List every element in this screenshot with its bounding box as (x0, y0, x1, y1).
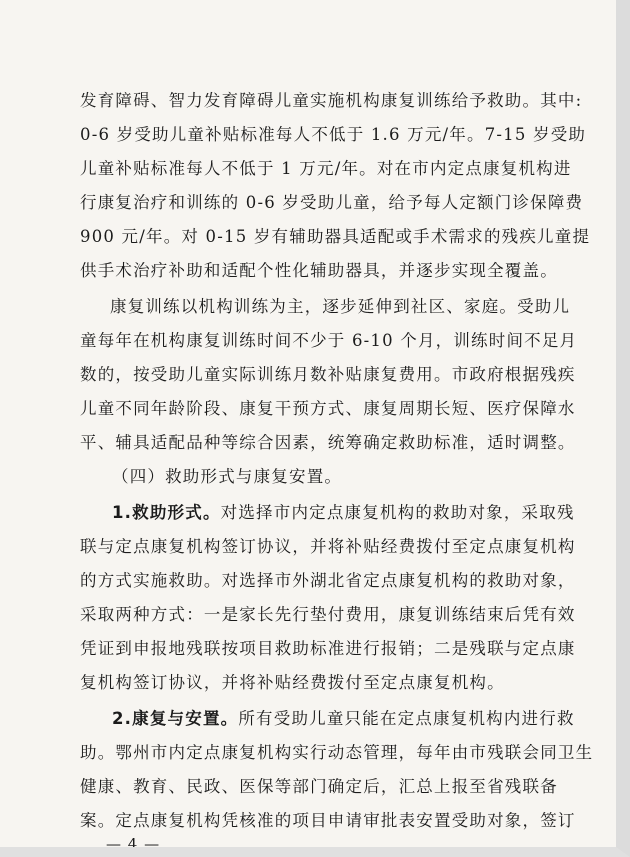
text-line: 供手术治疗补助和适配个性化辅助器具，并逐步实现全覆盖。 (80, 261, 558, 280)
text-line: 的方式实施救助。对选择市外湖北省定点康复机构的救助对象， (80, 571, 576, 590)
text-line: 案。定点康复机构凭核准的项目申请审批表安置受助对象，签订 (80, 811, 576, 830)
page-number: — 4 — (106, 835, 161, 853)
text-line: 康复训练以机构训练为主，逐步延伸到社区、家庭。受助儿 (110, 297, 571, 316)
text-line: 助。鄂州市内定点康复机构实行动态管理，每年由市残联会同卫生 (80, 743, 594, 762)
section-heading: （四）救助形式与康复安置。 (112, 467, 343, 486)
text-line: 平、辅具适配品种等综合因素，统筹确定救助标准，适时调整。 (80, 433, 576, 452)
text-line: 行康复治疗和训练的 0-6 岁受助儿童，给予每人定额门诊保障费 (80, 193, 584, 212)
text-line: 发育障碍、智力发育障碍儿童实施机构康复训练给予救助。其中: (80, 91, 583, 110)
text-line: 凭证到申报地残联按项目救助标准进行报销；二是残联与定点康 (80, 639, 576, 658)
item-1-first-line (112, 502, 575, 524)
text-line: 复机构签订协议，并将补贴经费拨付至定点康复机构。 (80, 673, 505, 692)
item-2-title: 2.康复与安置。 (112, 709, 239, 728)
text-line: 童每年在机构康复训练时间不少于 6-10 个月，训练时间不足月 (80, 331, 578, 350)
text-line: 0-6 岁受助儿童补贴标准每人不低于 1.6 万元/年。7-15 岁受助 (80, 125, 587, 144)
item-1-title: 1.救助形式。 (112, 503, 221, 522)
text-line: 健康、教育、民政、医保等部门确定后，汇总上报至省残联备 (80, 777, 558, 796)
item-2-text: 所有受助儿童只能在定点康复机构内进行救 (238, 709, 575, 728)
text-line: 900 元/年。对 0-15 岁有辅助器具适配或手术需求的残疾儿童提 (80, 227, 591, 246)
item-2-first-line (112, 708, 575, 730)
text-line: 数的，按受助儿童实际训练月数补贴康复费用。市政府根据残疾 (80, 365, 576, 384)
item-1-text: 对选择市内定点康复机构的救助对象，采取残 (220, 503, 575, 522)
text-line: 联与定点康复机构签订协议，并将补贴经费拨付至定点康复机构 (80, 537, 576, 556)
text-line: 儿童不同年龄阶段、康复干预方式、康复周期长短、医疗保障水 (80, 399, 576, 418)
text-line: 儿童补贴标准每人不低于 1 万元/年。对在市内定点康复机构进 (80, 159, 572, 178)
text-line: 采取两种方式：一是家长先行垫付费用，康复训练结束后凭有效 (80, 605, 576, 624)
